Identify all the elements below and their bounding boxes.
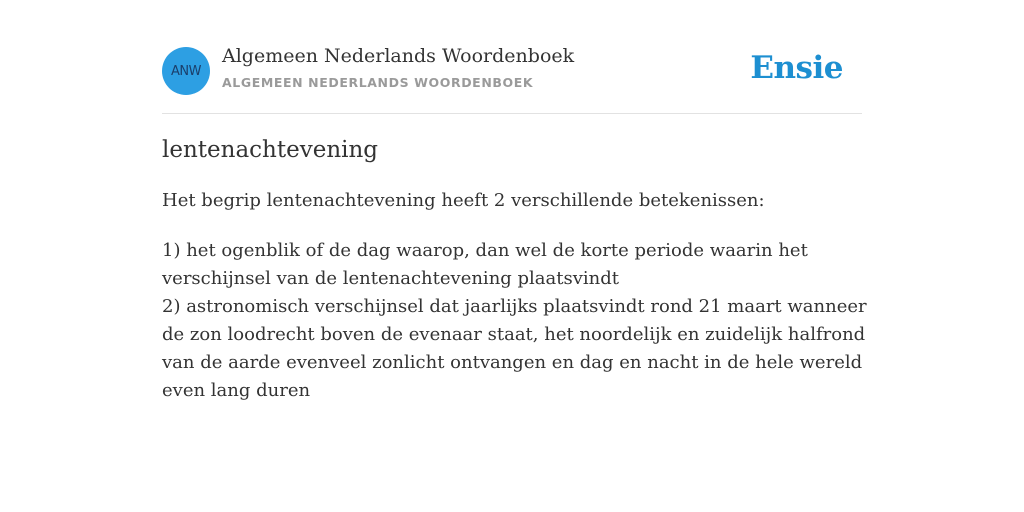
content-container bbox=[162, 0, 867, 401]
source-subtitle: ALGEMEEN NEDERLANDS WOORDENBOEK bbox=[222, 75, 534, 90]
brand-logo-link[interactable]: Ensie bbox=[750, 50, 843, 86]
meanings-list bbox=[162, 237, 867, 405]
source-logo[interactable]: ANW bbox=[162, 47, 210, 95]
meaning-item: 2) astronomisch verschijnsel dat jaarlijks plaatsvindt rond 21 maart wanneer de zon loodrecht boven de evenaar staat, het noordelijk en zuidelijk halfrond van de aarde evenveel zonlicht ontvangen en dag en nacht in de hele wereld even lang duren bbox=[162, 296, 867, 401]
meaning-item: 1) het ogenblik of de dag waarop, dan wel de korte periode waarin het verschijnsel van de lentenachtevening plaatsvindt bbox=[162, 240, 808, 289]
intro-text: Het begrip lentenachtevening heeft 2 verschillende betekenissen: bbox=[162, 190, 765, 211]
header bbox=[162, 0, 862, 114]
source-title[interactable]: Algemeen Nederlands Woordenboek bbox=[222, 45, 575, 67]
page-title: lentenachtevening bbox=[162, 137, 379, 163]
